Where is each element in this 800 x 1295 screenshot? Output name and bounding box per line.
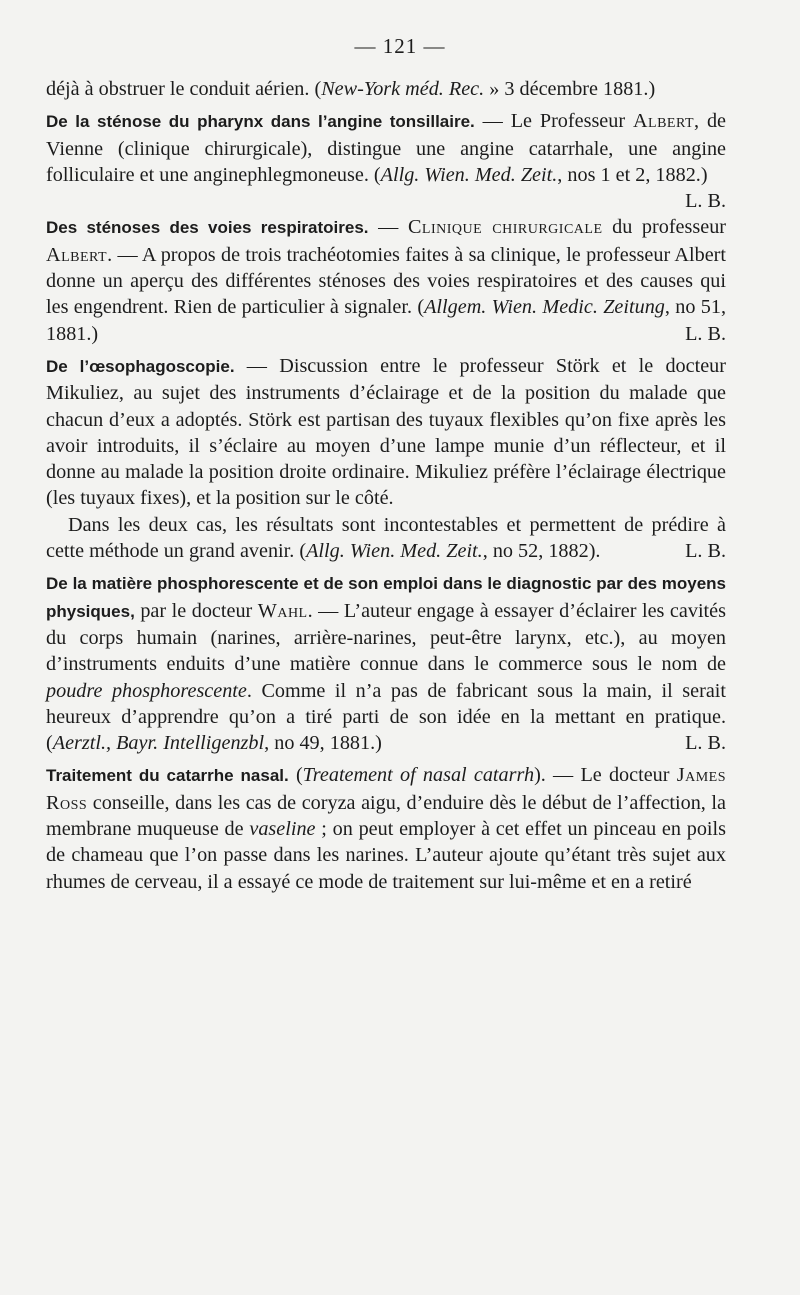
article-heading: Traitement du catarrhe nasal. [46, 766, 289, 786]
article-respiratory-stenoses: Des sténoses des voies respiratoires. — Clinique chirurgicale du professeur Albert. — A propos de trois trachéotomies faites à sa clinique, le professeur Albert donne un aperçu des différentes sténoses des voies respiratoires et des causes qui les engendrent. Rien de particulier à signaler. (Allgem. Wien. Medic. Zeitung, no 51, 1881.) L. B. [46, 214, 726, 346]
author-name: Albert [632, 110, 695, 133]
article-heading: De l’œsophagoscopie. [46, 356, 235, 376]
article-heading: De la matière phosphorescente et de son emploi dans le diagnostic par des moyens physiques, [46, 574, 726, 621]
article-heading: Des sténoses des voies respiratoires. [46, 218, 369, 238]
author-name: James Ross [46, 764, 726, 814]
emphasis: poudre phosphorescente [46, 679, 247, 702]
signature: L. B. [685, 540, 726, 563]
emphasis: vaseline [249, 818, 316, 841]
author-name: Wahl [257, 599, 308, 622]
source-citation: New-York méd. Rec. [321, 78, 485, 100]
article-heading: De la sténose du pharynx dans l’angine tonsillaire. [46, 112, 475, 132]
article-oesophagoscopy: De l’œsophagoscopie. — Discussion entre le professeur Störk et le docteur Mikuliez, au sujet des instruments d’éclairage et de la position du malade que chacun d’eux a adoptés. Störk est partisan des tuyaux flexibles qu’on fixe après les avoir introduits, il s’éclaire au moyen d’une lampe munie d’un réflecteur, et il donne au malade la position droite ordinaire. Mikuliez préfère l’éclairage électrique (les tuyaux fixes), et la position sur le côté. [46, 354, 726, 510]
page-number: — 121 — [354, 34, 446, 58]
author-name: Albert [46, 243, 108, 266]
source-citation: Allg. Wien. Med. Zeit. [306, 540, 483, 563]
article-phosphorescent-matter: De la matière phosphorescente et de son emploi dans le diagnostic par des moyens physiques, par le docteur Wahl. — L’auteur engage à essayer d’éclairer les cavités du corps humain (narines, arrière-narines, peut-être larynx, etc.), au moyen d’instruments enduits d’une matière connue dans le commerce sous le nom de poudre phosphorescente. Comme il n’a pas de fabricant sous la main, il serait heureux d’apprendre qu’on a tiré parti de son idée en la mettant en pratique. (Aerztl., Bayr. Intelligenzbl, no 49, 1881.) L. B. [46, 570, 726, 756]
signature: L. B. [685, 732, 726, 755]
article-pharynx-stenosis: De la sténose du pharynx dans l’angine tonsillaire. — Le Professeur Albert, de Vienne (clinique chirurgicale), distingue une angine catarrhale, une angine folliculaire et une anginephlegmoneuse. (Allg. Wien. Med. Zeit., nos 1 et 2, 1882.) L. B. [46, 108, 726, 188]
signature: L. B. [685, 322, 726, 345]
page-body [46, 76, 726, 895]
source-citation: Aerztl., Bayr. Intelligenzbl [52, 732, 265, 755]
signature: L. B. [685, 190, 726, 213]
article-nasal-catarrh: Traitement du catarrhe nasal. (Treatement of nasal catarrh). — Le docteur James Ross conseille, dans les cas de coryza aigu, d’enduire dès le début de l’affection, la membrane muqueuse de vaseline ; on peut employer à cet effet un pinceau en poils de chameau que l’on passe dans les narines. L’auteur ajoute qu’étant très sujet aux rhumes de cerveau, il a essayé ce mode de traitement sur lui-même et en a retiré [46, 764, 726, 893]
source-citation: Allg. Wien. Med. Zeit. [380, 163, 558, 186]
continuation-paragraph: déjà à obstruer le conduit aérien. (New-York méd. Rec. » 3 décembre 1881.) [46, 78, 656, 100]
source-citation: Allgem. Wien. Medic. Zeitung [424, 296, 665, 319]
clinic-name: Clinique chirurgicale [407, 216, 603, 239]
article-oesophagoscopy-conclusion: Dans les deux cas, les résultats sont incontestables et permettent de prédire à cette méthode un grand avenir. (Allg. Wien. Med. Zeit., no 52, 1882). L. B. [46, 512, 726, 565]
english-title: Treatement of nasal catarrh [302, 764, 535, 787]
